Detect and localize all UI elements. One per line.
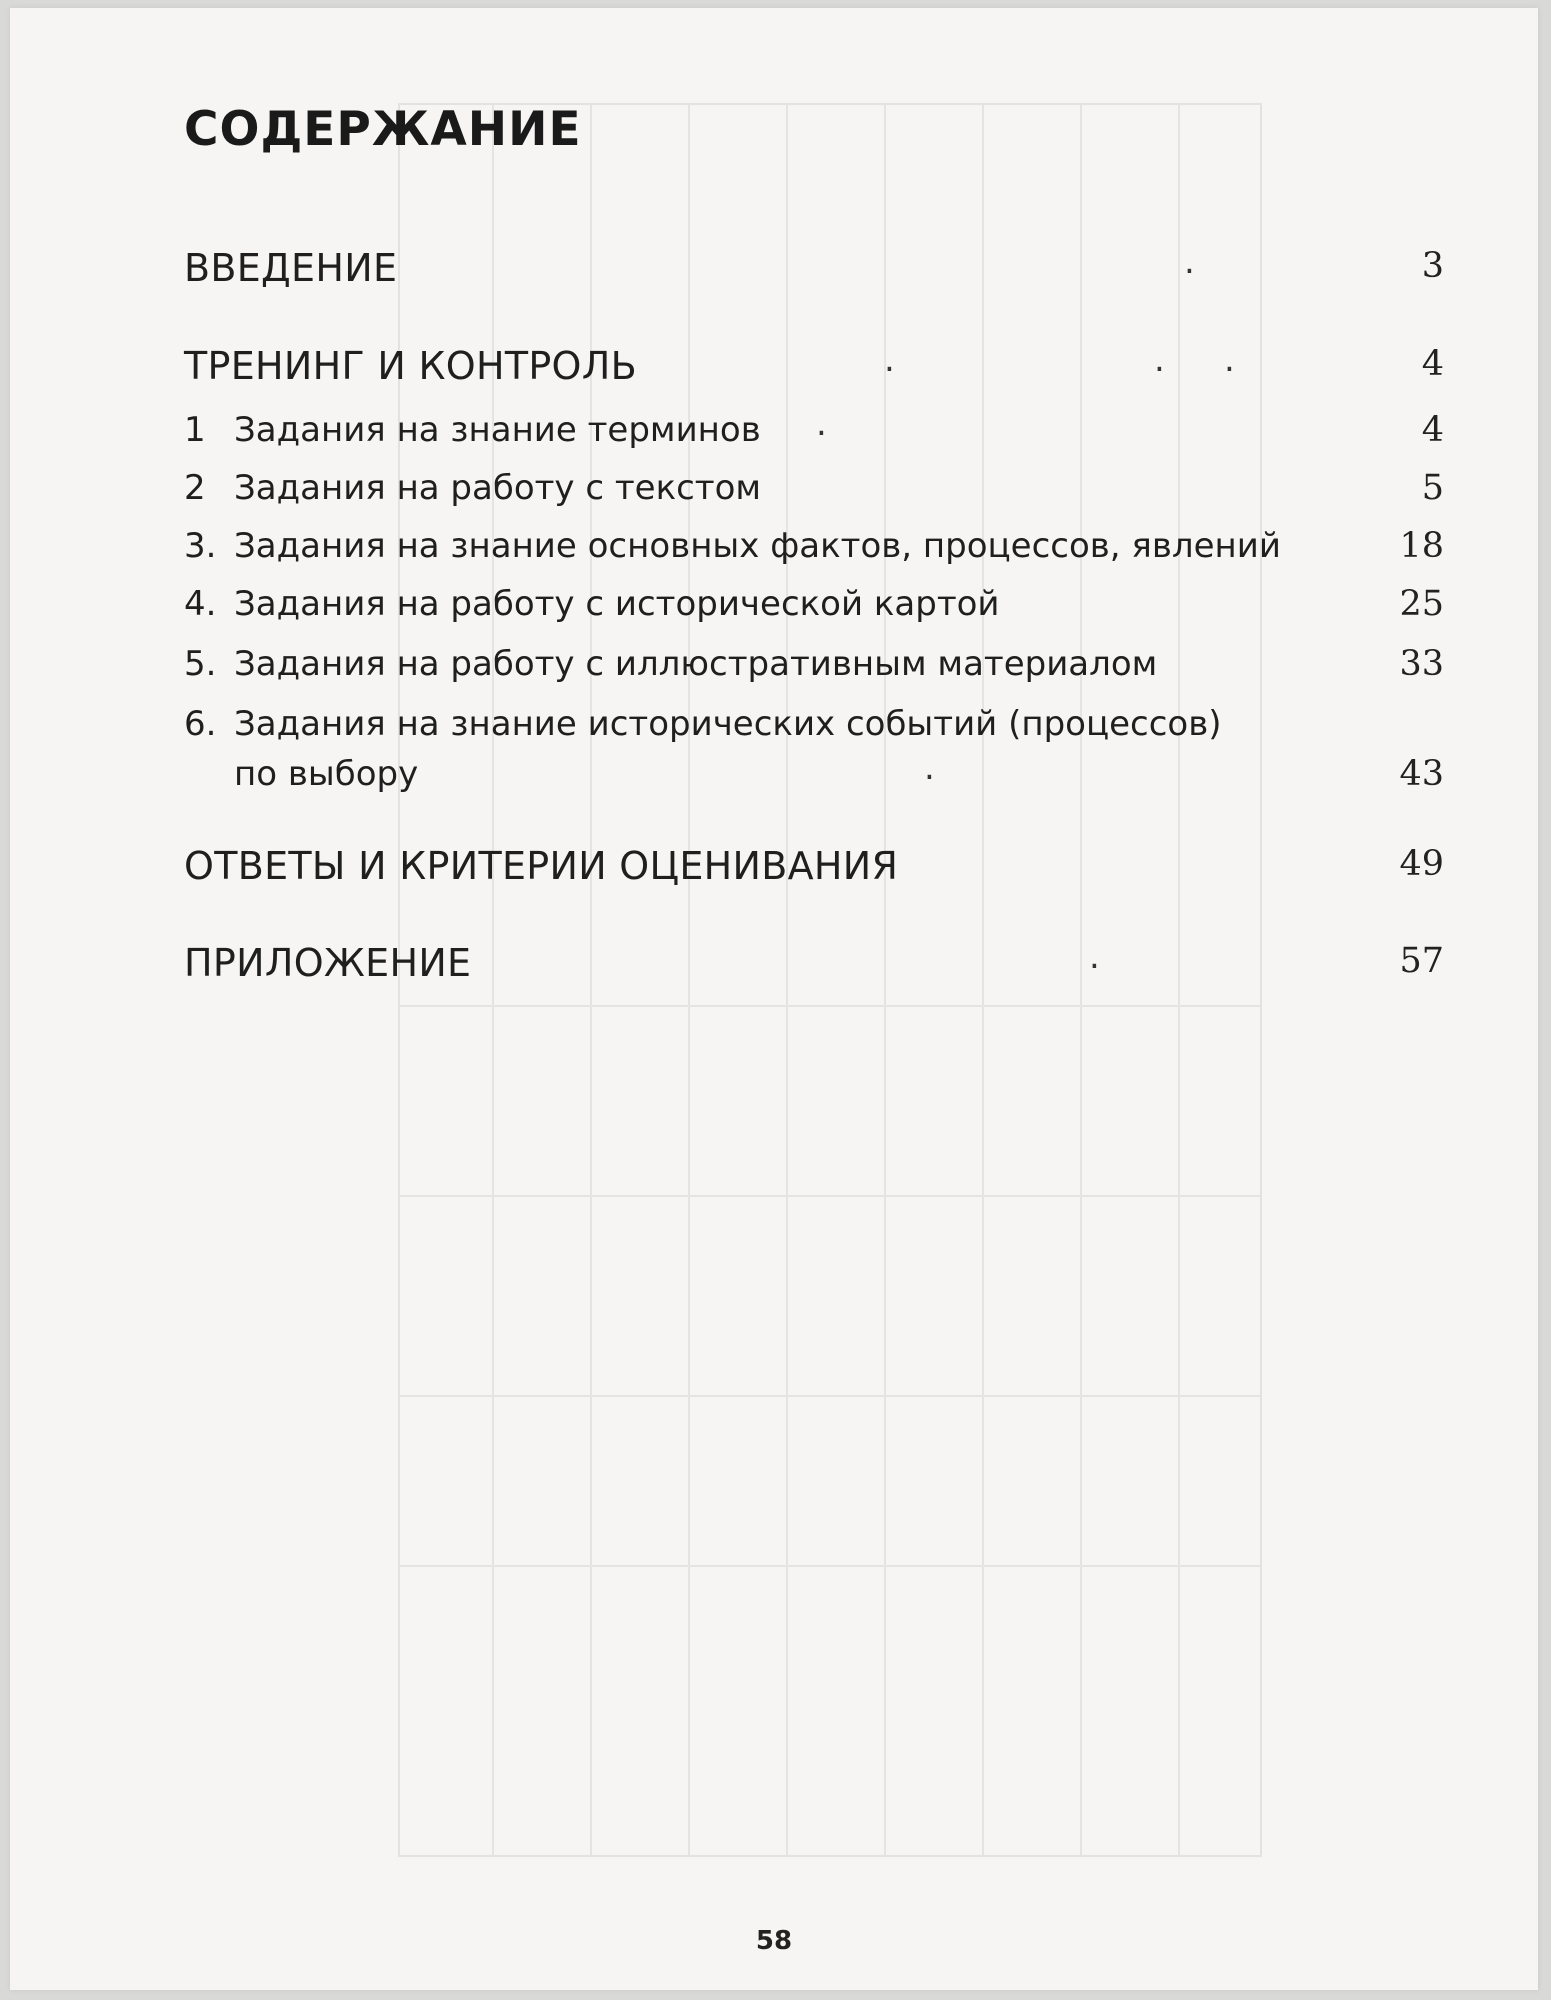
toc-label: Задания на работу с текстом [234, 468, 762, 508]
toc-label: ВВЕДЕНИЕ [184, 246, 398, 290]
toc-item-number: 4. [184, 584, 217, 624]
toc-page-number: 43 [1399, 754, 1444, 794]
toc-page-number: 3 [1421, 246, 1444, 286]
toc-label: Задания на знание исторических событий (процессов) [234, 704, 1222, 744]
toc-label: ТРЕНИНГ И КОНТРОЛЬ [184, 344, 638, 388]
toc-label: ПРИЛОЖЕНИЕ [184, 941, 472, 985]
toc-label: Задания на знание терминов [234, 410, 761, 450]
toc-page-number: 18 [1399, 526, 1444, 566]
page-title: СОДЕРЖАНИЕ [184, 102, 582, 157]
toc-item-number: 1 [184, 410, 206, 450]
toc-label: Задания на работу с иллюстративным материалом [234, 644, 1158, 684]
leader-dot: . [1154, 340, 1165, 380]
toc-page-number: 4 [1421, 344, 1444, 384]
toc-label: Задания на знание основных фактов, процессов, явлений [234, 526, 1281, 566]
leader-dot: . [924, 748, 935, 788]
toc-item-number: 3. [184, 526, 217, 566]
page-number: 58 [755, 1926, 793, 1956]
toc-item-number: 6. [184, 704, 217, 744]
toc-label-continuation: по выбору [234, 754, 419, 794]
toc-page-number: 33 [1399, 644, 1444, 684]
toc-page-number: 49 [1399, 844, 1444, 884]
leader-dot: . [1184, 242, 1195, 282]
book-page [10, 8, 1538, 1990]
toc-page-number: 57 [1399, 941, 1444, 981]
toc-label: Задания на работу с исторической картой [234, 584, 1000, 624]
leader-dot: . [1089, 937, 1100, 977]
leader-dot: . [816, 404, 827, 444]
toc-page-number: 4 [1421, 410, 1444, 450]
toc-item-number: 5. [184, 644, 217, 684]
leader-dot: . [1224, 340, 1235, 380]
toc-item-number: 2 [184, 468, 206, 508]
leader-dot: . [884, 340, 895, 380]
toc-page-number: 25 [1399, 584, 1444, 624]
toc-label: ОТВЕТЫ И КРИТЕРИИ ОЦЕНИВАНИЯ [184, 844, 899, 888]
toc-page-number: 5 [1421, 468, 1444, 508]
